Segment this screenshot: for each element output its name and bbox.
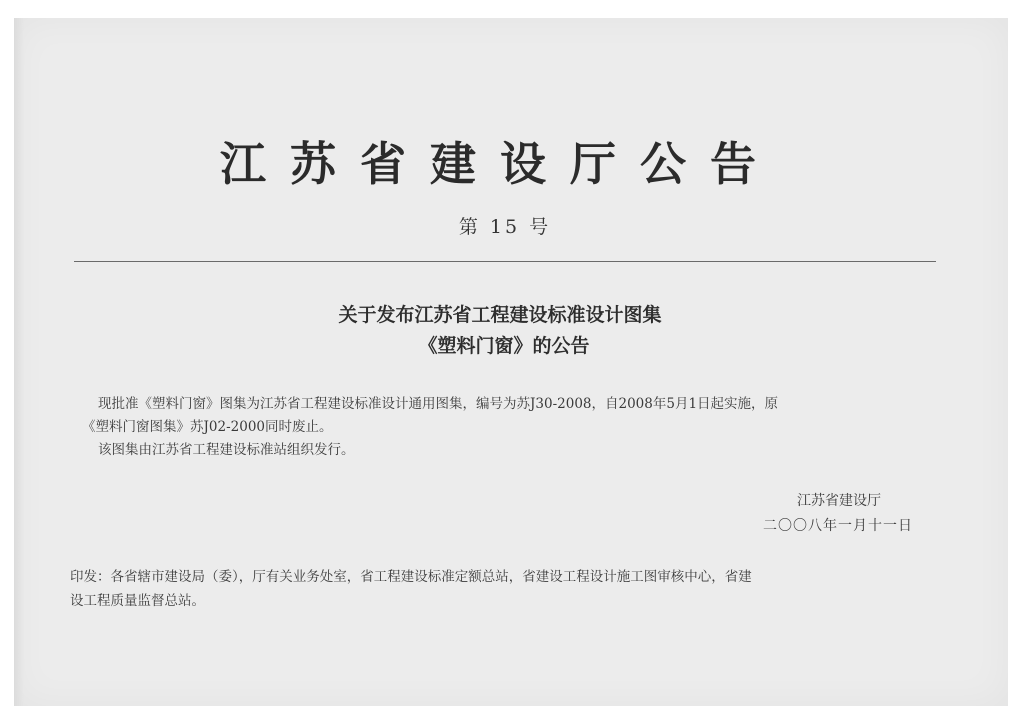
announcement-title: 江苏省建设厅公告 [220, 137, 780, 191]
distribution-line-2: 设工程质量监督总站。 [70, 593, 205, 609]
body-paragraph-line-3: 该图集由江苏省工程建设标准站组织发行。 [98, 442, 355, 458]
signature-date: 二〇〇八年一月十一日 [763, 518, 913, 534]
body-paragraph-line-2: 《塑料门窗图集》苏J02-2000同时废止。 [82, 419, 333, 435]
subject-line-2: 《塑料门窗》的公告 [418, 335, 590, 357]
body-paragraph-line-1: 现批准《塑料门窗》图集为江苏省工程建设标准设计通用图集，编号为苏J30-2008，自2008年5月1日起实施，原 [98, 396, 779, 412]
signature-org: 江苏省建设厅 [797, 493, 881, 509]
subject-line-1: 关于发布江苏省工程建设标准设计图集 [338, 304, 662, 326]
divider-line [74, 261, 936, 262]
distribution-line-1: 印发：各省辖市建设局（委），厅有关业务处室，省工程建设标准定额总站，省建设工程设计施工图审核中心，省建 [70, 569, 752, 585]
announcement-number: 第 15 号 [458, 216, 552, 238]
